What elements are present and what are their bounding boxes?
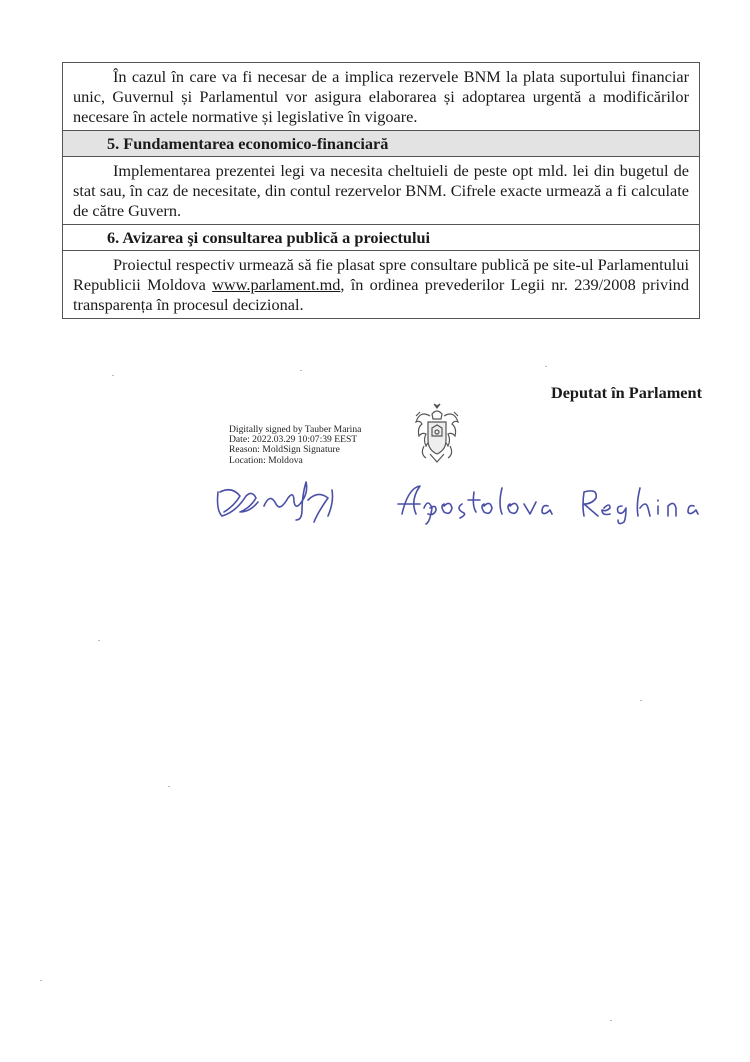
digital-signer: Digitally signed by Tauber Marina <box>229 424 362 435</box>
digital-reason: Reason: MoldSign Signature <box>229 444 340 456</box>
section-6-text-start: Proiectul respectiv urmează să fie plasat spre consultare publică pe site-ul Parlamentului Republicii Moldova <box>73 255 689 294</box>
parliament-website-link[interactable]: www.parlament.md <box>212 275 341 294</box>
section-6-heading: 6. Avizarea şi consultarea publică a proiectului <box>63 225 699 251</box>
moldova-coat-of-arms-icon <box>412 402 462 468</box>
scan-speck <box>640 700 642 701</box>
digital-location: Location: Moldova <box>229 454 303 466</box>
section-6-text-end: , în ordinea prevederilor Legii nr. 239/2008 privind transparența în procesul decizional. <box>73 275 690 314</box>
scan-speck <box>300 370 302 371</box>
section-5-heading: 5. Fundamentarea economico-financiară <box>63 131 699 157</box>
signatory-role: Deputat în Parlament <box>550 383 702 402</box>
scan-speck <box>112 375 114 376</box>
section-5-text: Implementarea prezentei legi va necesita cheltuieli de peste opt mld. lei din bugetul de stat sau, în caz de necesitate, din contul rezervelor BNM. Cifrele exacte urmează a fi calculate de către Guvern. <box>63 157 699 225</box>
scan-speck <box>610 1020 612 1021</box>
paragraph-bnm-reserves: În cazul în care va fi necesar de a implica rezervele BNM la plata suportului financiar unic, Guvernul și Parlamentul vor asigura elaborarea și adoptarea urgentă a modificărilor necesare în actele normative și legislative în vigoare. <box>63 63 699 131</box>
scan-speck <box>168 786 170 787</box>
scan-speck <box>98 640 100 641</box>
section-6-text <box>63 251 699 318</box>
scan-speck <box>40 980 42 981</box>
handwritten-signatures <box>212 478 712 530</box>
scan-speck <box>545 366 547 367</box>
explanatory-note-table <box>62 62 700 319</box>
digital-date: Date: 2022.03.29 10:07:39 EEST <box>229 434 358 446</box>
digital-signature-info <box>229 425 361 466</box>
